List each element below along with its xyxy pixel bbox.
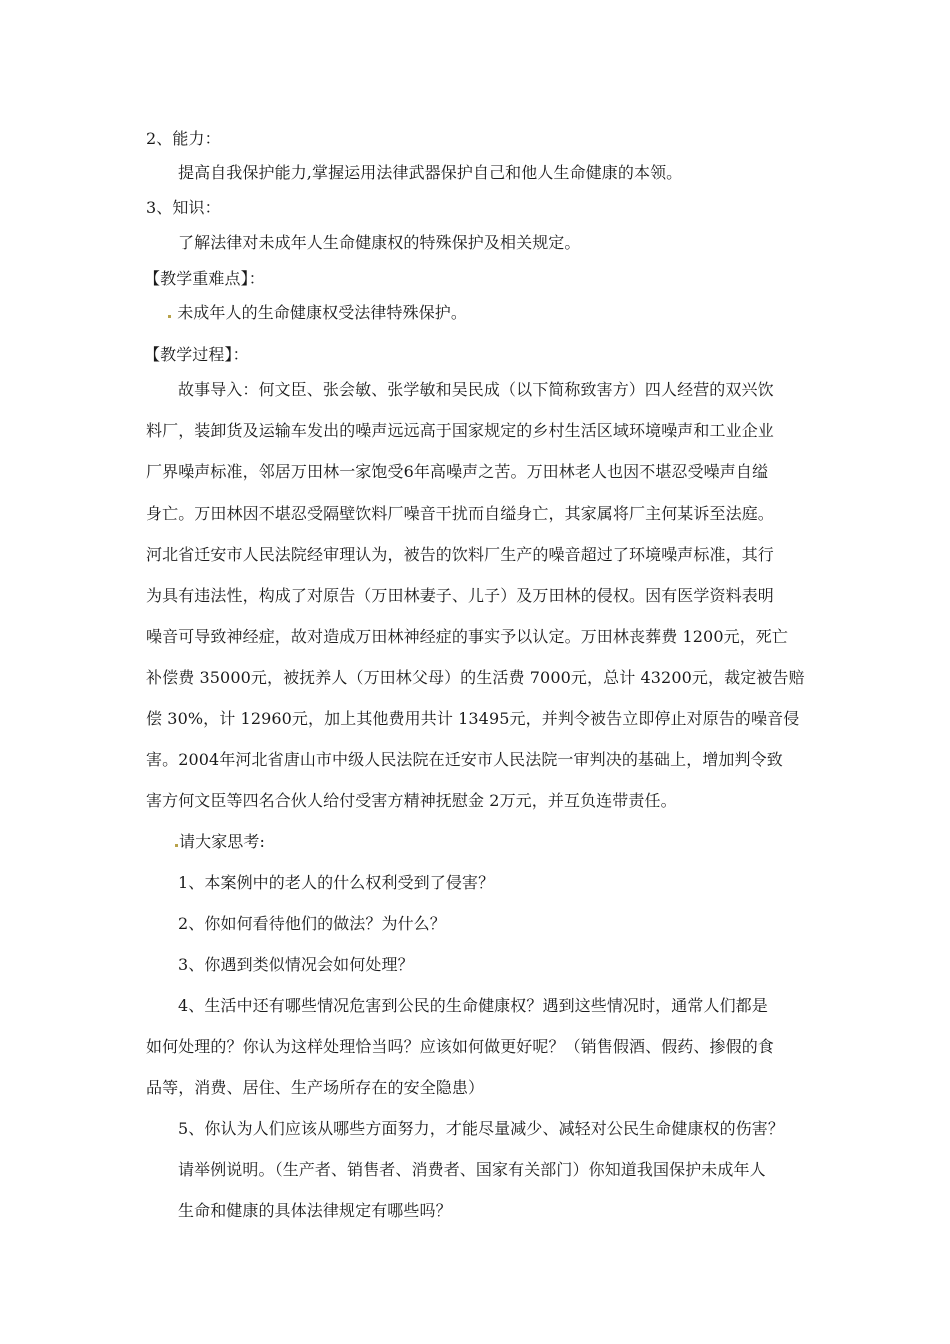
question-4-line: 如何处理的？你认为这样处理恰当吗？应该如何做更好呢？（销售假酒、假药、掺假的食 <box>146 1037 774 1056</box>
question-5-line: 请举例说明。（生产者、销售者、消费者、国家有关部门）你知道我国保护未成年人 <box>178 1160 766 1179</box>
section-knowledge-text: 了解法律对未成年人生命健康权的特殊保护及相关规定。 <box>178 233 581 252</box>
section-knowledge-heading: 3、知识： <box>146 198 221 217</box>
story-line: 害方何文臣等四名合伙人给付受害方精神抚慰金 2万元，并互负连带责任。 <box>146 791 677 810</box>
key-points-text: 未成年人的生命健康权受法律特殊保护。 <box>177 303 467 322</box>
story-line: 料厂，装卸货及运输车发出的噪声远远高于国家规定的乡村生活区域环境噪声和工业企业 <box>146 421 774 440</box>
story-line: 身亡。万田林因不堪忍受隔壁饮料厂噪音干扰而自缢身亡，其家属将厂主何某诉至法庭。 <box>146 504 774 523</box>
story-line: 补偿费 35000元，被抚养人（万田林父母）的生活费 7000元，总计 43200元，裁定被告赔 <box>146 668 805 687</box>
story-line: 故事导入：何文臣、张会敏、张学敏和吴民成（以下简称致害方）四人经营的双兴饮 <box>178 380 774 399</box>
story-line: 害。2004年河北省唐山市中级人民法院在迁安市人民法院一审判决的基础上，增加判令致 <box>146 750 783 769</box>
story-line: 噪音可导致神经症，故对造成万田林神经症的事实予以认定。万田林丧葬费 1200元，死亡 <box>146 627 789 646</box>
story-line: 为具有违法性，构成了对原告（万田林妻子、儿子）及万田林的侵权。因有医学资料表明 <box>146 586 774 605</box>
think-prompt <box>175 831 855 853</box>
question-4-line: 品等，消费、居住、生产场所存在的安全隐患） <box>146 1078 485 1097</box>
story-line: 河北省迁安市人民法院经审理认为，被告的饮料厂生产的噪音超过了环境噪声标准，其行 <box>146 545 774 564</box>
question-5-line: 生命和健康的具体法律规定有哪些吗？ <box>178 1201 452 1220</box>
story-line: 厂界噪声标准，邻居万田林一家饱受6年高噪声之苦。万田林老人也因不堪忍受噪声自缢 <box>146 462 769 481</box>
question-1: 1、本案例中的老人的什么权利受到了侵害？ <box>178 873 495 892</box>
bullet-dot-icon <box>175 844 178 847</box>
think-prompt-text: 请大家思考: <box>179 832 265 851</box>
section-ability-heading: 2、能力： <box>146 129 221 148</box>
key-points-heading: 【教学重难点】： <box>144 269 265 288</box>
question-4-line: 4、生活中还有哪些情况危害到公民的生命健康权？遇到这些情况时，通常人们都是 <box>178 996 768 1015</box>
story-line: 偿 30%，计 12960元，加上其他费用共计 13495元，并判令被告立即停止对原告的噪音侵 <box>146 709 800 728</box>
process-heading: 【教学过程】： <box>144 345 249 364</box>
section-ability-text: 提高自我保护能力,掌握运用法律武器保护自己和他人生命健康的本领。 <box>178 163 683 182</box>
bullet-dot-icon <box>168 315 171 318</box>
question-2: 2、你如何看待他们的做法？为什么？ <box>178 914 446 933</box>
key-points-item <box>168 302 848 324</box>
question-5-line: 5、你认为人们应该从哪些方面努力，才能尽量减少、减轻对公民生命健康权的伤害？ <box>178 1119 784 1138</box>
question-3: 3、你遇到类似情况会如何处理？ <box>178 955 414 974</box>
